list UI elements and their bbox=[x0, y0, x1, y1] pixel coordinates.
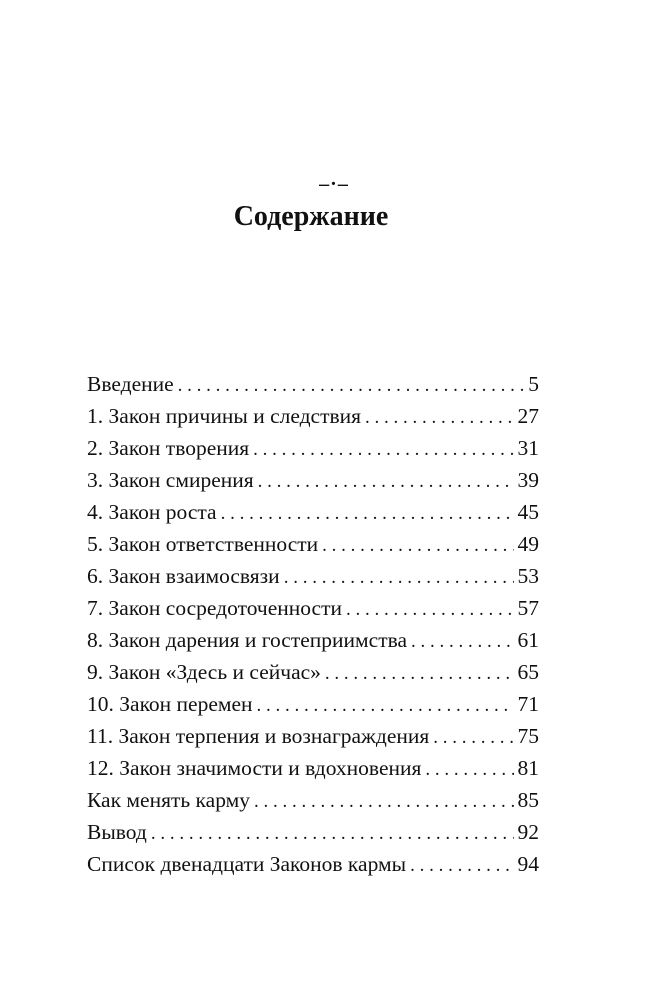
toc-entry-page: 92 bbox=[517, 820, 539, 844]
title-ornament: –·– bbox=[319, 173, 349, 195]
toc-entry[interactable] bbox=[87, 848, 539, 880]
toc-entry-page: 61 bbox=[517, 628, 539, 652]
toc-entry-title: 4. Закон роста bbox=[87, 500, 217, 524]
toc-entry[interactable] bbox=[87, 752, 539, 784]
toc-entry-title: 10. Закон перемен bbox=[87, 692, 253, 716]
page-title: Содержание bbox=[233, 201, 389, 232]
toc-entry-page: 45 bbox=[517, 500, 539, 524]
toc-entry[interactable] bbox=[87, 560, 539, 592]
toc-entry-page: 94 bbox=[517, 852, 539, 876]
toc-entry-page: 5 bbox=[528, 372, 539, 396]
toc-dot-leader bbox=[325, 658, 514, 690]
toc-dot-leader bbox=[253, 434, 513, 466]
toc-entry-page: 31 bbox=[517, 436, 539, 460]
toc-entry-page: 75 bbox=[517, 724, 539, 748]
toc-entry[interactable] bbox=[87, 624, 539, 656]
toc-entry-title: 6. Закон взаимосвязи bbox=[87, 564, 280, 588]
toc-entry[interactable] bbox=[87, 688, 539, 720]
toc-entry-page: 85 bbox=[517, 788, 539, 812]
toc-dot-leader bbox=[346, 594, 514, 626]
toc-entry[interactable] bbox=[87, 592, 539, 624]
toc-entry-title: Вывод bbox=[87, 820, 147, 844]
toc-entry[interactable] bbox=[87, 720, 539, 752]
toc-entry[interactable] bbox=[87, 368, 539, 400]
toc-entry-page: 65 bbox=[517, 660, 539, 684]
toc-entry[interactable] bbox=[87, 464, 539, 496]
toc-entry-page: 49 bbox=[517, 532, 539, 556]
toc-entry[interactable] bbox=[87, 784, 539, 816]
toc-dot-leader bbox=[178, 370, 525, 402]
toc-entry-title: 2. Закон творения bbox=[87, 436, 250, 460]
toc-entry-title: 12. Закон значимости и вдохновения bbox=[87, 756, 422, 780]
toc-entry[interactable] bbox=[87, 432, 539, 464]
toc-dot-leader bbox=[258, 466, 514, 498]
toc-entry-page: 57 bbox=[517, 596, 539, 620]
toc-entry-page: 71 bbox=[517, 692, 539, 716]
toc-entry[interactable] bbox=[87, 528, 539, 560]
toc-dot-leader bbox=[322, 530, 513, 562]
toc-dot-leader bbox=[410, 850, 513, 882]
toc-entry-page: 27 bbox=[517, 404, 539, 428]
toc-dot-leader bbox=[221, 498, 514, 530]
toc-dot-leader bbox=[411, 626, 513, 658]
toc-entry-title: Как менять карму bbox=[87, 788, 250, 812]
toc-entry-title: 5. Закон ответственности bbox=[87, 532, 319, 556]
toc-entry[interactable] bbox=[87, 496, 539, 528]
toc-entry-title: 7. Закон сосредоточенности bbox=[87, 596, 342, 620]
toc-entry-title: 11. Закон терпения и вознаграждения bbox=[87, 724, 430, 748]
toc-entry[interactable] bbox=[87, 656, 539, 688]
toc-entry-page: 39 bbox=[517, 468, 539, 492]
toc-dot-leader bbox=[254, 786, 514, 818]
toc-entry-page: 53 bbox=[517, 564, 539, 588]
toc-entry[interactable] bbox=[87, 400, 539, 432]
table-of-contents bbox=[87, 368, 539, 880]
toc-entry-title: 3. Закон смирения bbox=[87, 468, 254, 492]
toc-entry-title: Список двенадцати Законов кармы bbox=[87, 852, 407, 876]
toc-entry-page: 81 bbox=[517, 756, 539, 780]
toc-entry-title: 1. Закон причины и следствия bbox=[87, 404, 362, 428]
toc-dot-leader bbox=[433, 722, 513, 754]
toc-entry[interactable] bbox=[87, 816, 539, 848]
toc-entry-title: Введение bbox=[87, 372, 174, 396]
toc-dot-leader bbox=[257, 690, 514, 722]
toc-dot-leader bbox=[425, 754, 513, 786]
toc-dot-leader bbox=[365, 402, 513, 434]
toc-dot-leader bbox=[151, 818, 514, 850]
toc-entry-title: 8. Закон дарения и гостеприимства bbox=[87, 628, 408, 652]
toc-entry-title: 9. Закон «Здесь и сейчас» bbox=[87, 660, 321, 684]
toc-dot-leader bbox=[284, 562, 514, 594]
